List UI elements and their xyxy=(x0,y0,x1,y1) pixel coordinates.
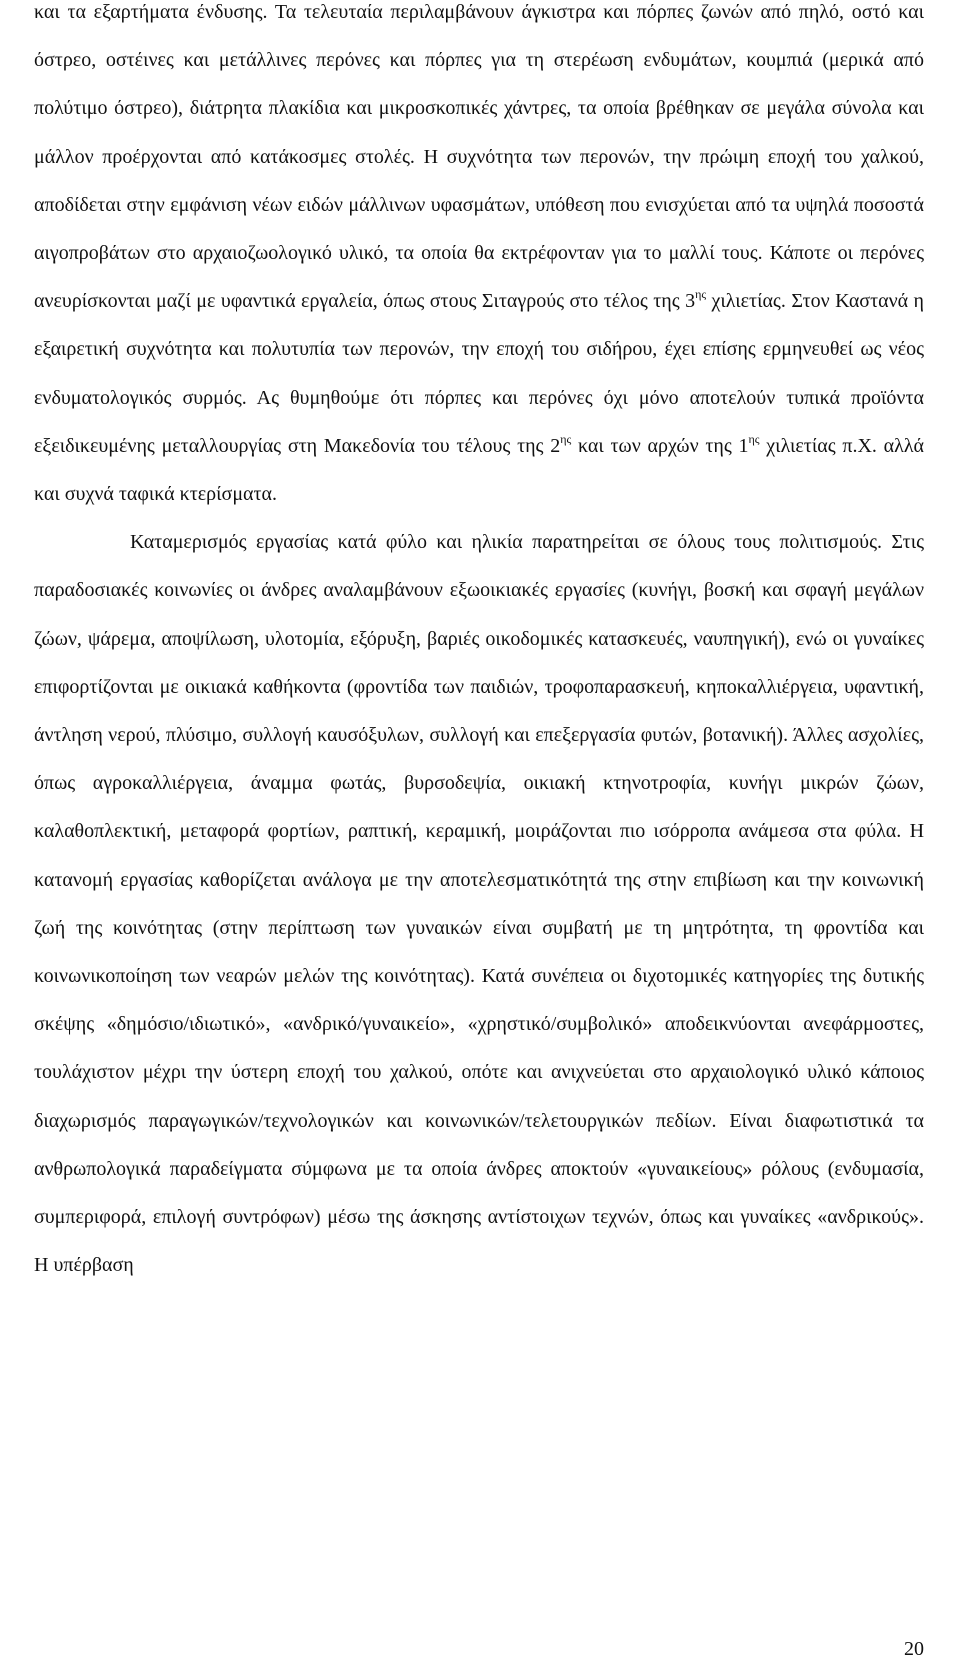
sentence: Καταμερισμός εργασίας κατά φύλο και ηλικία παρατηρείται σε όλους τους πολιτισμούς. xyxy=(130,531,883,554)
sentence: χιλιετίας. xyxy=(706,290,786,313)
ordinal-superscript: ης xyxy=(748,431,760,446)
document-page xyxy=(34,0,924,1678)
sentence: Η συχνότητα των περονών, την πρώιμη εποχή του χαλκού, αποδίδεται στην εμφάνιση νέων ειδών μάλλινων υφασμάτων, υπόθεση που ενισχύεται από τα υψηλά ποσοστά αιγοπροβάτων στο αρχαιοζωολογικό υλικό, τα οποία θα εκτρέφονταν για το μαλλί τους. xyxy=(34,145,925,265)
sentence: Η υπέρβαση xyxy=(34,1254,134,1277)
sentence: Ας θυμηθούμε ότι πόρπες και περόνες όχι μόνο αποτελούν τυπικά προϊόντα εξειδικευμένης μεταλλουργίας στη Μακεδονία του τέλους της 2 xyxy=(34,386,924,457)
sentence: και τα εξαρτήματα ένδυσης. xyxy=(34,1,268,23)
paragraph-division-of-labour xyxy=(34,518,924,1289)
sentence: και των αρχών της 1 xyxy=(571,434,749,457)
sentence: Άλλες ασχολίες, όπως αγροκαλλιέργεια, άναμμα φωτάς, βυρσοδεψία, οικιακή κτηνοτροφία, κυνήγι μικρών ζώων, καλαθοπλεκτική, μεταφορά φορτίων, ραπτική, κεραμική, μοιράζονται πιο ισόρροπα ανάμεσα στα φύλα. xyxy=(34,724,925,843)
ordinal-superscript: ης xyxy=(695,287,707,302)
sentence: χιλιετίας π.Χ. αλλά και συχνά ταφικά κτερίσματα. xyxy=(34,434,924,506)
sentence: Στον Καστανά η εξαιρετική συχνότητα και πολυτυπία των περονών, την εποχή του σιδήρου, έχει επίσης ερμηνευθεί ως νέος ενδυματολογικός συρμός. xyxy=(34,290,925,409)
paragraph-clothing-accessories xyxy=(34,0,924,518)
sentence: Είναι διαφωτιστικά τα ανθρωπολογικά παραδείγματα σύμφωνα με τα οποία άνδρες αποκτούν «γυναικείους» ρόλους (ενδυμασία, συμπεριφορά, επιλογή συντρόφων) μέσω της άσκησης αντίστοιχων τεχνών, όπως και γυναίκες «ανδρικούς». xyxy=(34,1109,924,1229)
sentence: Κατά συνέπεια οι διχοτομικές κατηγορίες της δυτικής σκέψης «δημόσιο/ιδιωτικό», «ανδρικό/γυναικείο», «χρηστικό/συμβολικό» αποδεικνύονται ανεφάρμοστες, τουλάχιστον μέχρι την ύστερη εποχή του χαλκού, οπότε και ανιχνεύεται στο αρχαιολογικό υλικό κάποιος διαχωρισμός παραγωγικών/τεχνολογικών και κοινωνικών/τελετουργικών πεδίων. xyxy=(34,965,924,1132)
page-number: 20 xyxy=(904,1638,924,1660)
sentence: Τα τελευταία περιλαμβάνουν άγκιστρα και πόρπες ζωνών από πηλό, οστό και όστρεο, οστέινες και μετάλλινες περόνες και πόρπες για τη στερέωση ενδυμάτων, κουμπιά (μερικά από πολύτιμο όστρεο), διάτρητα πλακίδια και μικροσκοπικές χάντρες, τα οποία βρέθηκαν σε μεγάλα σύνολα και μάλλον προέρχονται από κατάκοσμες στολές. xyxy=(34,1,925,168)
sentence: Κάποτε οι περόνες ανευρίσκονται μαζί με υφαντικά εργαλεία, όπως στους Σιταγρούς στο τέλος της 3 xyxy=(34,242,925,313)
sentence: Η κατανομή εργασίας καθορίζεται ανάλογα με την αποτελεσματικότητά της στην επιβίωση και την κοινωνική ζωή της κοινότητας (στην περίπτωση των γυναικών είναι συμβατή με τη μητρότητα, τη φροντίδα και κοινωνικοποίηση των νεαρών μελών της κοινότητας). xyxy=(34,820,925,988)
sentence: Στις παραδοσιακές κοινωνίες οι άνδρες αναλαμβάνουν εξωοικιακές εργασίες (κυνήγι, βοσκή και σφαγή μεγάλων ζώων, ψάρεμα, αποψίλωση, υλοτομία, εξόρυξη, βαριές οικοδομικές κατασκευές, ναυπηγική), ενώ οι γυναίκες επιφορτίζονται με οικιακά καθήκοντα (φροντίδα των παιδιών, τροφοπαρασκευή, κηποκαλλιέργεια, υφαντική, άντληση νερού, πλύσιμο, συλλογή καυσόξυλων, συλλογή και επεξεργασία φυτών, βοτανική). xyxy=(34,531,925,747)
ordinal-superscript: ης xyxy=(560,431,572,446)
